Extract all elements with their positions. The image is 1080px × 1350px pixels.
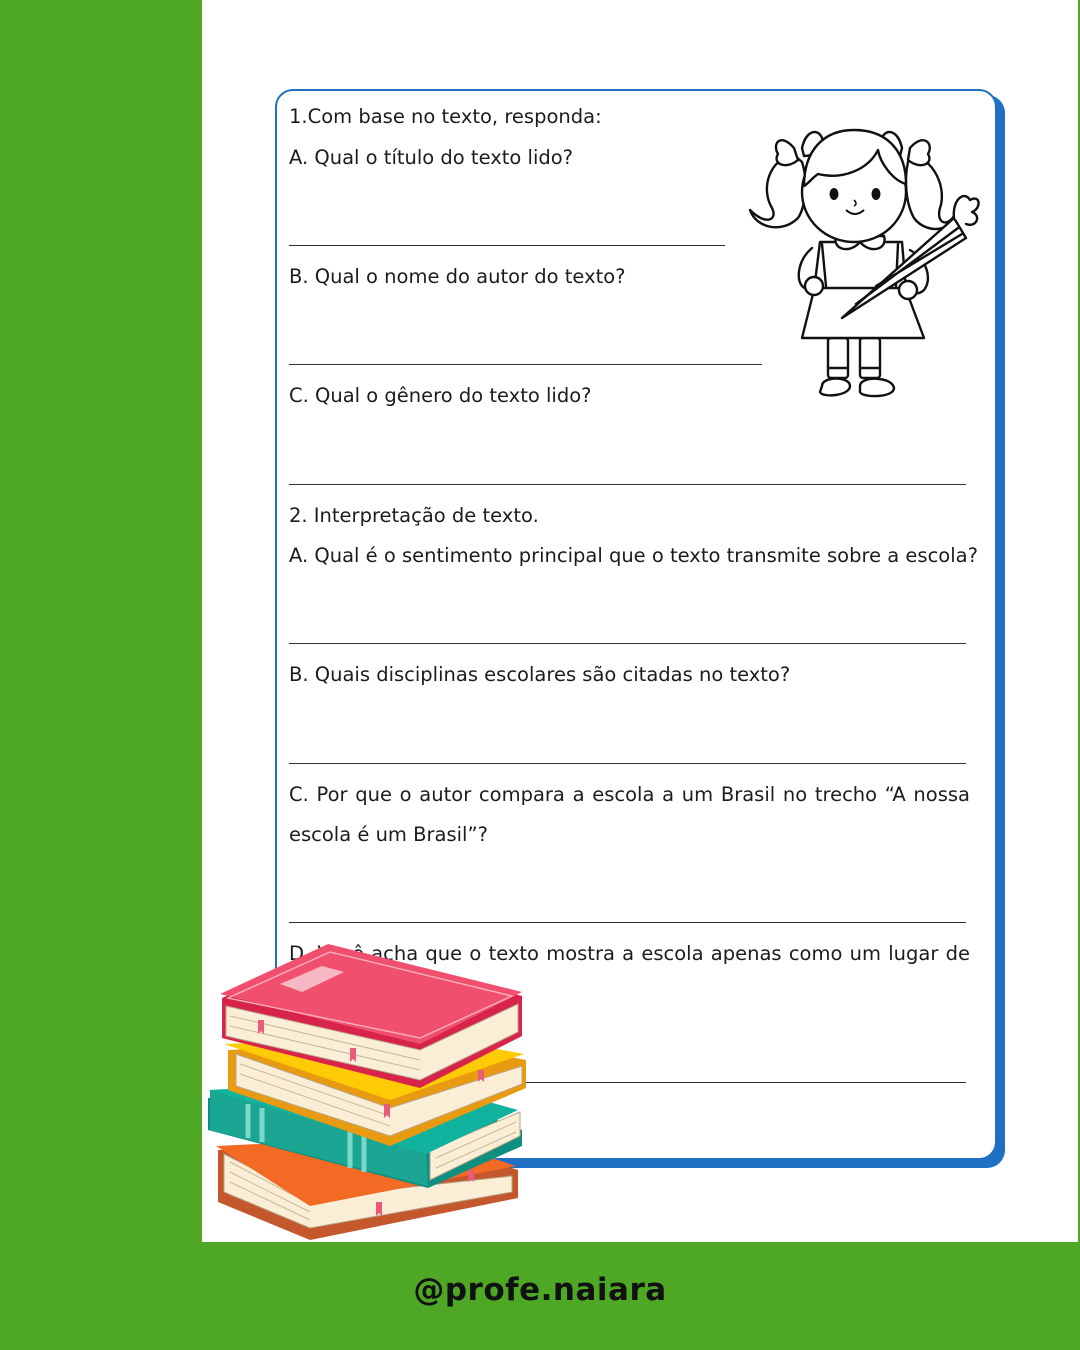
- question-2a: A. Qual é o sentimento principal que o texto transmite sobre a escola?: [289, 544, 978, 567]
- footer-handle: @profe.naiara: [413, 1272, 667, 1308]
- question-2b: B. Quais disciplinas escolares são citadas no texto?: [289, 663, 791, 686]
- question-1-title: 1.Com base no texto, responda:: [289, 105, 602, 128]
- question-1b: B. Qual o nome do autor do texto?: [289, 265, 626, 288]
- answer-line-2c[interactable]: [289, 922, 966, 923]
- answer-line-1c[interactable]: [289, 484, 966, 485]
- question-2c-line1: C. Por que o autor compara a escola a um Brasil no trecho “A nossa: [289, 783, 970, 806]
- question-1a: A. Qual o título do texto lido?: [289, 146, 574, 169]
- answer-line-2a[interactable]: [289, 643, 966, 644]
- answer-line-1a[interactable]: [289, 245, 725, 246]
- question-2-title: 2. Interpretação de texto.: [289, 504, 539, 527]
- answer-line-1b[interactable]: [289, 364, 762, 365]
- book-stack-illustration: [200, 940, 535, 1245]
- girl-illustration: [742, 100, 987, 410]
- question-2c-line2: escola é um Brasil”?: [289, 823, 488, 846]
- answer-line-2b[interactable]: [289, 763, 966, 764]
- question-1c: C. Qual o gênero do texto lido?: [289, 384, 592, 407]
- question-2d-line1: D. Você acha que o texto mostra a escola apenas como um lugar de: [289, 942, 970, 965]
